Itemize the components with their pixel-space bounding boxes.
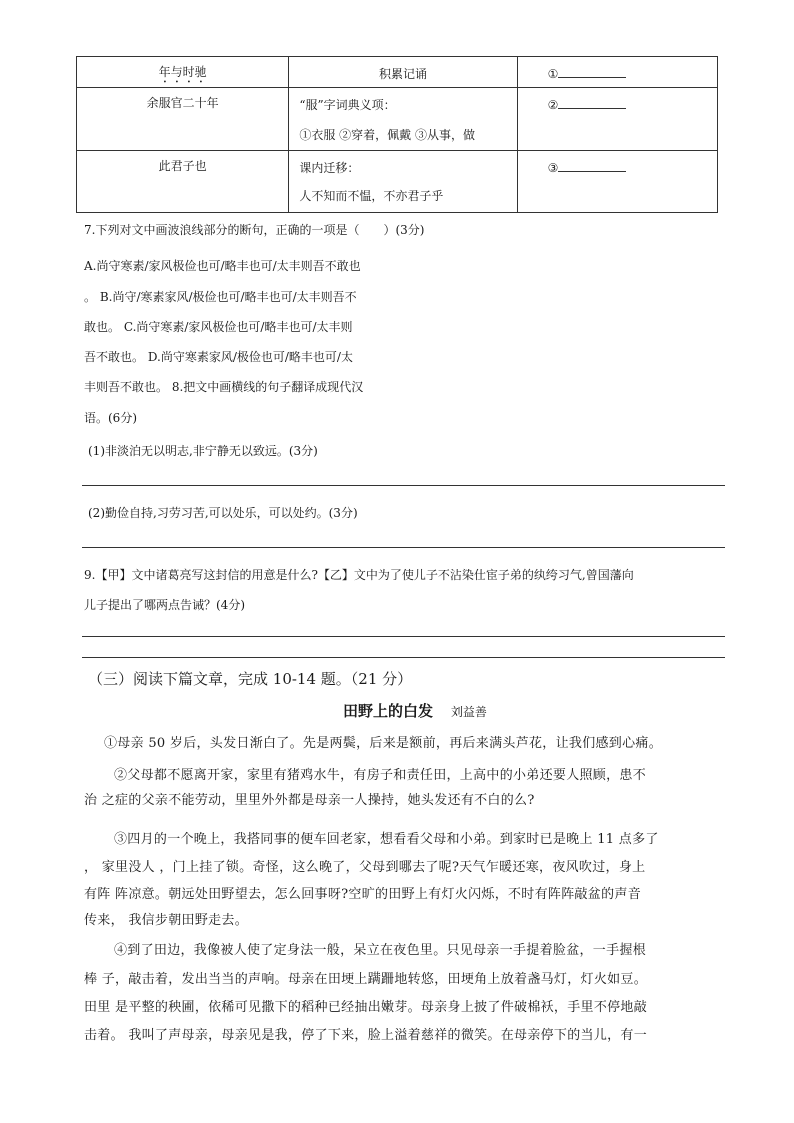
question-8-line: 语。(6分) (84, 411, 137, 425)
paragraph-3-line: 传来， 我信步朝田野走去。 (84, 913, 249, 928)
answer-blank[interactable]: ③ (548, 159, 627, 175)
section-heading: （三）阅读下篇文章，完成 10-14 题。（21 分） (88, 670, 413, 688)
answer-line[interactable] (82, 547, 725, 548)
article-title-block (343, 700, 487, 721)
question-9-line1: 9.【甲】文中诸葛亮写这封信的用意是什么?【乙】文中为了使儿子不沾染仕宦子弟的纨绔习气,曾国藩向 (84, 568, 634, 582)
table-term: 年与时驰 (158, 65, 207, 79)
table-cell (77, 151, 289, 213)
paragraph-4-line: ④到了田边，我像被人使了定身法一般，呆立在夜色里。只见母亲一手提着脸盆，一手握根 (114, 943, 647, 958)
paragraph-1: ①母亲 50 岁后，头发日渐白了。先是两鬓，后来是额前，再后来满头芦花，让我们感到心痛。 (104, 736, 663, 751)
question-7-option-line: 吾不敢也。 D.尚守寒素家风/极俭也可/略丰也可/太 (84, 350, 353, 364)
table-definition: ①衣服 ②穿着，佩戴 ③从事，做 (299, 128, 475, 142)
paragraph-3-line: 有阵 阵凉意。朝远处田野望去，怎么回事呀?空旷的田野上有灯火闪烁，不时有阵阵敲盆的声音 (84, 887, 642, 902)
question-7-option-line: A.尚守寒素/家风极俭也可/略丰也可/太丰则吾不敢也 (84, 259, 361, 273)
paragraph-3-line: ， 家里没人 ，门上挂了锁。奇怪，这么晚了，父母到哪去了呢?天气乍暖还寒，夜风吹过，身上 (84, 860, 646, 875)
paragraph-4-line: 棒 子，敲击着，发出当当的声响。母亲在田埂上蹒跚地转悠，田埂角上放着盏马灯，灯火如豆。 (84, 972, 648, 987)
table-cell (517, 88, 717, 151)
answer-line[interactable] (82, 657, 725, 658)
vocabulary-table (76, 56, 718, 213)
table-cell (289, 88, 517, 151)
table-term: 此君子也 (158, 159, 207, 173)
table-cell (77, 57, 289, 88)
question-7-option-line: 敢也。 C.尚守寒素/家风极俭也可/略丰也可/太丰则 (84, 320, 353, 334)
table-header-text: 积累记诵 (378, 67, 427, 81)
answer-line[interactable] (82, 485, 725, 486)
answer-line[interactable] (82, 636, 725, 637)
table-label: “服”字词典义项： (299, 98, 396, 112)
question-7-option-line: 。 B.尚守/寒素家风/极俭也可/略丰也可/太丰则吾不 (84, 290, 357, 304)
question-9-line2: 儿子提出了哪两点告诫？(4分) (84, 598, 245, 612)
table-label: 课内迁移： (299, 161, 360, 175)
table-cell (517, 57, 717, 88)
table-quote: 人不知而不愠，不亦君子乎 (299, 189, 444, 203)
answer-blank[interactable]: ① (548, 65, 627, 81)
table-row (77, 88, 718, 151)
table-row (77, 57, 718, 88)
table-term: 余服官二十年 (146, 96, 219, 110)
table-cell (77, 88, 289, 151)
article-author: 刘益善 (450, 705, 487, 719)
paragraph-4-line: 击着。 我叫了声母亲，母亲见是我，停了下来，脸上溢着慈祥的微笑。在母亲停下的当儿，有一 (84, 1028, 648, 1043)
question-8-sub1: (1)非淡泊无以明志,非宁静无以致远。(3分) (88, 444, 318, 458)
question-7-stem: 7.下列对文中画波浪线部分的断句，正确的一项是（ ）(3分) (84, 223, 425, 237)
table-cell (289, 151, 517, 213)
paragraph-4-line: 田里 是平整的秧圃，依稀可见撒下的稻种已经抽出嫩芽。母亲身上披了件破棉袄，手里不停地敲 (84, 1000, 648, 1015)
table-cell (517, 151, 717, 213)
paragraph-3-line: ③四月的一个晚上，我搭同事的便车回老家，想看看父母和小弟。到家时已是晚上 11 点多了 (114, 832, 659, 847)
article-title: 田野上的白发 (343, 702, 434, 720)
question-8-line: 丰则吾不敢也。 8.把文中画横线的句子翻译成现代汉 (84, 380, 364, 394)
answer-blank[interactable]: ② (548, 96, 627, 112)
question-8-sub2: (2)勤俭自持,习劳习苦,可以处乐，可以处约。(3分) (88, 506, 358, 520)
paragraph-2-line: ②父母都不愿离开家，家里有猪鸡水牛，有房子和责任田，上高中的小弟还要人照顾，患不 (114, 768, 647, 783)
paragraph-2-line: 治 之症的父亲不能劳动，里里外外都是母亲一人操持，她头发还有不白的么? (84, 793, 535, 808)
table-row (77, 151, 718, 213)
table-cell (289, 57, 517, 88)
